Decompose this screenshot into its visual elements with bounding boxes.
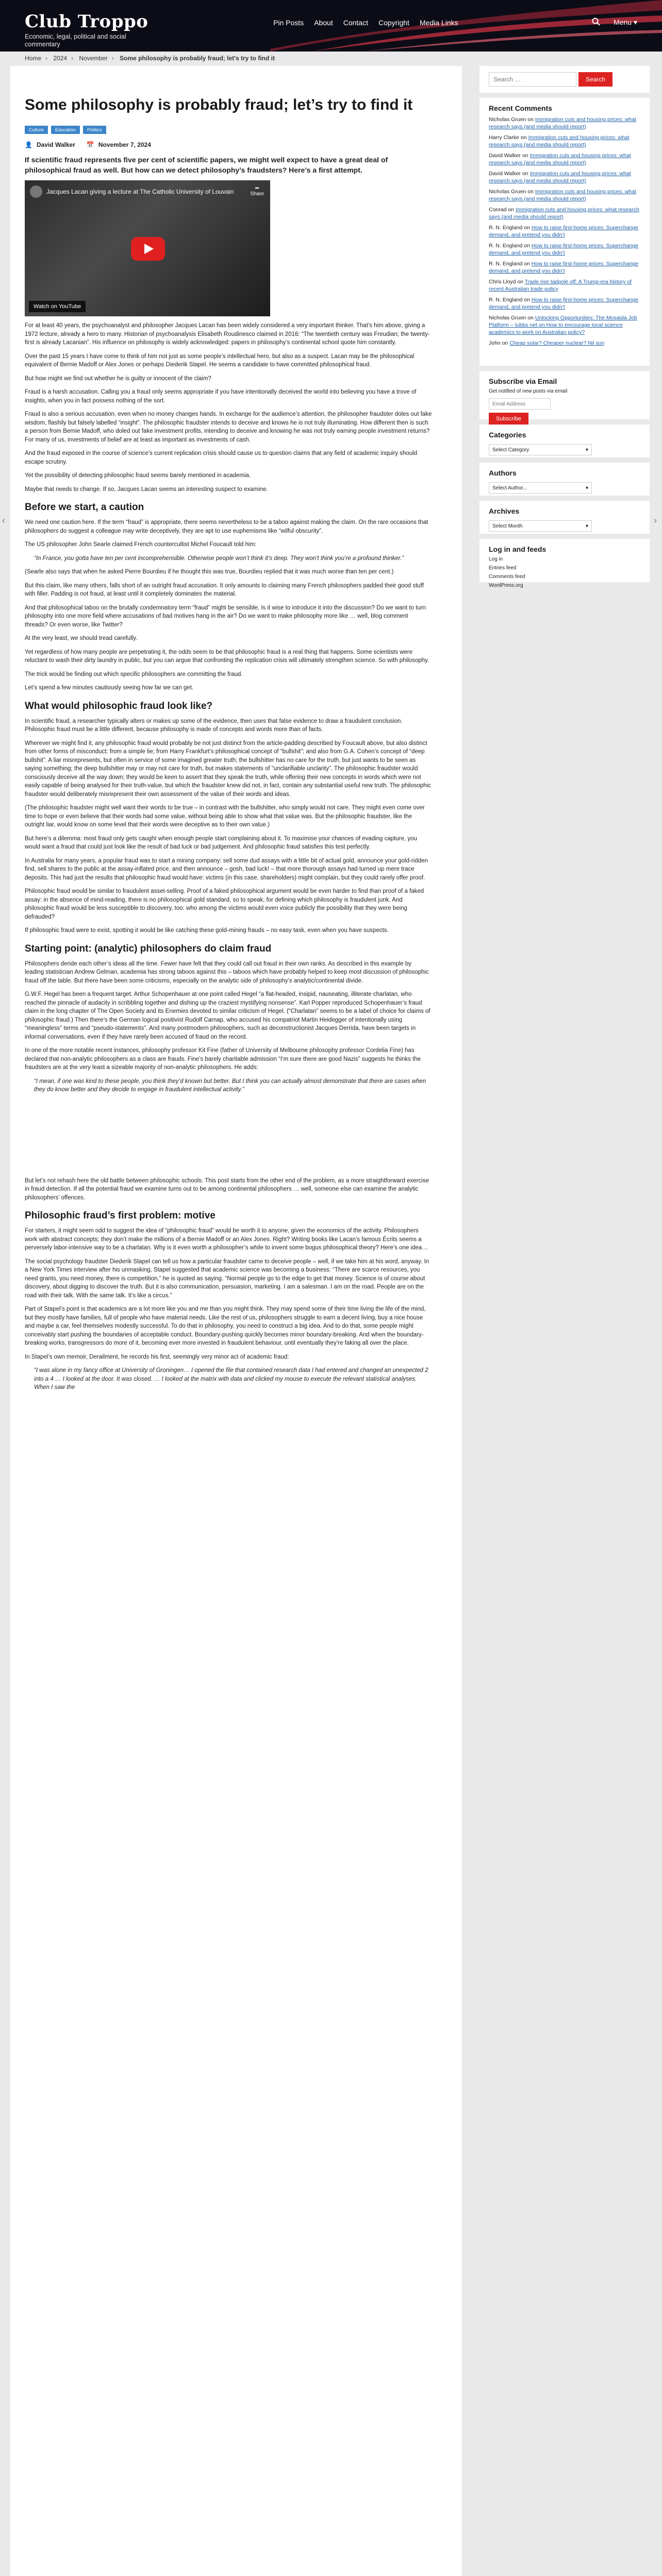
paragraph: Fraud is also a serious accusation, even when no money changes hands. In exchange for the audience’s attention, the philosopher fraudster doles out fake wisdom, flashily but falsely labelled “insight”. The philosophic fraudster intends to deceive and knows he is not truly illuminating. How different then is such a person from Bernie Madoff, who doled out fake investment profits, intending to deceive and knowing he was not truly earning people investment returns? For many of us, investments of belief are at least as important as investments of cash.	[25, 411, 432, 443]
comment-author[interactable]: Chris Lloyd	[489, 279, 516, 285]
calendar-icon: 📅	[86, 141, 94, 148]
recent-comment-item	[489, 206, 640, 221]
search-form	[489, 72, 613, 87]
search-icon[interactable]	[592, 18, 600, 27]
nav-item-about[interactable]: About	[314, 19, 333, 27]
share-label: Share	[250, 191, 264, 197]
paragraph: But let’s not rehash here the old battle between philosophic schools. This post starts from the other end of the problem, as a more straightforward exercise in fraud detection. If all the potential fraud we examine turns out to be among continental philosophers … well, someone else can examine the analytic philosophers’ offences.	[25, 1177, 429, 1201]
section-heading: Starting point: (analytic) philosophers do claim fraud	[25, 943, 272, 954]
blockquote: “In France, you gotta have ten per cent incomprehensible. Otherwise people won’t think it’s deep. They won’t think you’re a profound thinker.”	[34, 555, 404, 562]
paragraph: Let’s spend a few minutes cautiously seeing how far we can get.	[25, 685, 194, 691]
comment-post-link[interactable]: How to raise first-home prices: Superchange demand, and pretend you didn’t	[489, 225, 639, 238]
paragraph: The social psychology fraudster Diederik Stapel can tell us how a particular fraudster came to deceive people – well, if we take him at his word, anyway. In a New York Times interview after his unmasking, Stapel suggested that academic science was becoming a business: “There are scarce resources, you need grants, you need money, there is competition,” he is quoted as saying. “Normal people go to the edge to get that money. Science is of course about discovery, about digging to discover the truth. But it is also communication, persuasion, marketing. I am a salesman. I am on the road. People are on the road with their talk. With the same talk. It’s like a circus.”	[25, 1258, 429, 1299]
comment-on-label: on	[502, 340, 508, 346]
paragraph: The trick would be finding out which specific philosophers are committing the fraud.	[25, 671, 243, 677]
author-select[interactable]	[489, 482, 592, 494]
comment-author[interactable]: Nicholas Gruen	[489, 315, 526, 321]
comment-author[interactable]: R. N. England	[489, 261, 523, 267]
comment-on-label: on	[520, 134, 527, 141]
comment-post-link[interactable]: Immigration cuts and housing prices: what research says (and media should report)	[489, 116, 637, 130]
recent-comment-item	[489, 260, 640, 275]
paragraph: And that philosophical taboo on the brutally condemnatory term “fraud” might be sensible. Is it wise to introduce it into the discussion? Do we want to turn philosophy into one more field where accusations of bad motives hang in the air? Do we want to make philosophy more like … well, blog comment threads? Or even worse, like Twitter?	[25, 604, 426, 628]
comment-author[interactable]: Harry Clarke	[489, 134, 519, 141]
paragraph: In Australia for many years, a popular fraud was to start a mining company: sell some dud assays with a little bit of actual gold, announce your gold-ridden find, sell shares to the public at the assay-inflated price, and then announce – gosh, bad luck! – that more thorough assays had turned up mere trace deposits. This had just the results that philosophic fraud would have: victims (in this case, shareholders) might complain, but they could rarely offer proof.	[25, 857, 428, 881]
comment-post-link[interactable]: How to raise first-home prices: Superchange demand, and pretend you didn’t	[489, 297, 639, 310]
paragraph: At the very least, we should tread carefully.	[25, 635, 138, 641]
author-select-value: Select Author...	[492, 485, 527, 491]
comment-on-label: on	[524, 243, 530, 249]
sidebar	[479, 66, 650, 588]
post-date: November 7, 2024	[98, 141, 151, 148]
paragraph: But here’s a dilemma: most fraud only gets caught when enough people start complaining about it. To maximise your chances of evading capture, you would want a fraud that could just look like the result of bad luck or bad judgement. And philosophic fraud satisfies this test perfectly.	[25, 835, 417, 850]
article-body	[25, 321, 432, 1392]
login-link[interactable]: Log in	[489, 556, 503, 562]
comment-post-link[interactable]: Immigration cuts and housing prices: what research says (and media should report)	[489, 171, 631, 184]
watch-on-youtube-button[interactable]	[29, 301, 86, 312]
chevron-down-icon: ▾	[585, 485, 588, 491]
comment-on-label: on	[522, 171, 528, 177]
paragraph: If philosophic fraud were to exist, spotting it would be like catching these gold-mining frauds – no easy task, even when you have suspects.	[25, 927, 389, 934]
comment-post-link[interactable]: Immigration cuts and housing prices: what research says (and media should report)	[489, 152, 631, 166]
paragraph: For starters, it might seem odd to suggest the idea of “philosophic fraud” would be worth it to anyone, given the economics of the activity. Philosophers work with abstract concepts; they don’t make the millions of a Bernie Madoff or an Alex Jones. Right? Writing books like Lacan’s famous Écrits seems a perversely labor-intensive way to be a charlatan. Why is it even worth a philosopher’s while to invent some bogus philosophical theory? Here’s one idea…	[25, 1228, 428, 1251]
recent-comment-item	[489, 278, 640, 293]
tag-education[interactable]: Education	[51, 126, 80, 134]
paragraph: Philosophers deride each other’s ideas all the time. Fewer have felt that they could call out fraud in their own ranks. As described in this example by leading statistician Andrew Gelman, academia has strong taboos against this – taboos which have probably helped to keep most discussion of philosophic fraud off the table. But there have been some criticisms, especially on the analytic side of philosophy’s analytic/continental divide.	[25, 960, 429, 984]
menu-label: Menu	[614, 18, 632, 26]
breadcrumb-separator-icon: ›	[71, 55, 74, 62]
comment-on-label: on	[522, 152, 528, 159]
paragraph: (Searle also says that when he asked Pierre Bourdieu if he thought this was true, Bourdieu replied that it was much worse than ten per cent.)	[25, 569, 394, 575]
recent-comments-widget	[479, 98, 650, 366]
comment-on-label: on	[508, 207, 515, 213]
archive-select-value: Select Month	[492, 523, 523, 529]
header-actions	[592, 18, 637, 27]
site-title[interactable]: Club Troppo	[25, 11, 148, 32]
paragraph: For at least 40 years, the psychoanalyst and philosopher Jacques Lacan has been widely considered a very important thinker. That’s him above, giving a 1972 lecture, already a hero to many. Historian of psychoanalysis Elisabeth Roudinesco claimed in 2016: “The twentieth century was Freudian; the twenty-first is already Lacanian”. His influence on philosophy is widely acknowledged: papers in philosophy’s continental school quote him constantly.	[25, 323, 430, 346]
comment-post-link[interactable]: Immigration cuts and housing prices: what research says (and media should report)	[489, 134, 630, 148]
category-select-value: Select Category	[492, 447, 529, 453]
category-select[interactable]	[489, 444, 592, 455]
recent-comment-item	[489, 134, 640, 148]
recent-comment-item	[489, 224, 640, 239]
comment-post-link[interactable]: How to raise first-home prices: Superchange demand, and pretend you didn’t	[489, 261, 639, 274]
widget-title: Subscribe via Email	[489, 377, 557, 385]
search-widget	[479, 66, 650, 93]
nav-item-media-links[interactable]: Media Links	[419, 19, 458, 27]
archives-widget	[479, 501, 650, 534]
byline	[25, 141, 432, 148]
share-icon: ➦	[255, 185, 259, 191]
main-nav	[273, 19, 458, 27]
recent-comment-item	[489, 340, 640, 347]
channel-avatar	[30, 185, 42, 198]
widget-title: Archives	[489, 507, 520, 515]
comment-author[interactable]: David Walker	[489, 171, 521, 177]
next-post-arrow-icon[interactable]: ›	[654, 515, 657, 526]
video-header	[30, 185, 234, 198]
paragraph: The US philosopher John Searle claimed French countercultist Michel Foucault told him:	[25, 541, 257, 548]
chevron-down-icon: ▾	[585, 447, 588, 453]
paragraph: Over the past 15 years I have come to think of him not just as some people’s intellectual hero, but also as a suspect. Lacan may be the philosophical equivalent of Bernie Madoff or Alex Jones or perhaps Diederik Stapel. He seems a candidate to have committed philosophical fraud.	[25, 353, 415, 368]
comment-on-label: on	[517, 279, 524, 285]
comments-feed-link[interactable]: Comments feed	[489, 574, 525, 580]
nav-item-copyright[interactable]: Copyright	[378, 19, 409, 27]
nav-item-contact[interactable]: Contact	[343, 19, 368, 27]
subscribe-button[interactable]: Subscribe	[489, 413, 528, 425]
section-heading: Before we start, a caution	[25, 502, 144, 513]
recent-comments-list	[489, 116, 640, 347]
comment-on-label: on	[524, 225, 530, 231]
paragraph: Yet regardless of how many people are perpetrating it, the odds seem to be that philosophic fraud is a real thing that happens. Some scientists were reluctant to wash their dirty laundry in public, but you can argue that confronting the replication crisis will ultimately strengthen science. So with philosophy.	[25, 649, 429, 664]
user-icon: 👤	[25, 141, 32, 148]
comment-on-label: on	[527, 189, 534, 195]
tag-culture[interactable]: Culture	[25, 126, 48, 134]
email-field[interactable]	[489, 398, 551, 410]
comment-author[interactable]: David Walker	[489, 152, 521, 159]
comment-author[interactable]: R. N. England	[489, 297, 523, 303]
chevron-down-icon: ▾	[585, 523, 588, 529]
previous-post-arrow-icon[interactable]: ‹	[2, 515, 5, 526]
comment-post-link[interactable]: Cheap solar? Cheaper nuclear? Nil sun	[509, 340, 605, 346]
recent-comment-item	[489, 152, 640, 166]
blockquote: “I mean, if one was kind to these people, you think they’d known but better. But I think you can actually almost demonstrate that there are cases when they do know better and they decide to engage in fraudulent intellectual activity.”	[34, 1078, 426, 1093]
archive-select[interactable]	[489, 520, 592, 532]
tag-politics[interactable]: Politics	[83, 126, 106, 134]
breadcrumb-separator-icon: ›	[111, 55, 114, 62]
comment-author[interactable]: R. N. England	[489, 243, 523, 249]
paragraph: G.W.F. Hegel has been a frequent target. Arthur Schopenhauer at one point called Hegel “a flat-headed, insipid, nauseating, illiterate charlatan, who reached the pinnacle of audacity in scribbling together and dishing up the craziest mystifying nonsense”. Karl Popper reproduced Schopenhauer’s fraud claim in the long chapter of The Open Society and its Enemies devoted to similar criticism of Hegel. (“Charlatan” seems to be a label of choice for claims of philosophic fraud.) Then there’s the German logical positivist Rudolf Carnap, who accused his compatriot Martin Heidegger of intentionally using “meaningless” terms and “pseudo-statements”. And many postmodern philosophers, such as deconstructionist Jacques Derrida, have been targets in informal conversations, even if they have rarely been accused of fraud on the record.	[25, 991, 431, 1040]
comment-on-label: on	[527, 315, 534, 321]
comment-post-link[interactable]: Trade rise tadpole off: A Trump-era history of recent Australian trade policy	[489, 279, 632, 292]
paragraph: (The philosophic fraudster might well want their words to be true – in contrast with the bullshitter, who simply would not care. They might even come over time to hope or even believe that their words had some value, without being able to show what that value was. But the philosophic fraudster, like the outright liar, would know on some level that their words were deceptive as to their own value.)	[25, 805, 425, 828]
video-title[interactable]: Jacques Lacan giving a lecture at The Catholic University of Louvain	[46, 188, 234, 195]
section-heading: Philosophic fraud’s first problem: motive	[25, 1210, 216, 1221]
login-widget	[479, 539, 650, 588]
paragraph: Yet the possibility of detecting philosophic fraud seems barely mentioned in academia.	[25, 472, 251, 479]
recent-comment-item	[489, 188, 640, 202]
paragraph: And the fraud exposed in the course of science’s current replication crisis should cause us to question claims that any field of academic inquiry should escape scrutiny.	[25, 450, 418, 465]
comment-on-label: on	[524, 261, 530, 267]
wordpress-link[interactable]: WordPress.org	[489, 583, 523, 588]
paragraph: In scientific fraud, a researcher typically alters or makes up some of the evidence, then uses that false evidence to draw a fraudulent conclusion. Philosophic fraud must be a little different, because philosophy is made of concepts and words more than of facts.	[25, 718, 403, 733]
comment-author[interactable]: R. N. England	[489, 225, 523, 231]
section-heading: What would philosophic fraud look like?	[25, 700, 213, 711]
paragraph: Part of Stapel’s point is that academics are a lot more like you and me than you might think. They may spend some of their time living the life of the mind, but they mostly have families, full of people who have material needs. Like the rest of us, philosophers struggle to earn a decent living, buy a nice house and maybe a car, feel themselves modestly successful. To do that in philosophy, you need to construct a big idea. And to do that, some people might conceivably start pushing the boundaries of acceptable conduct. Boundary-pushing quickly becomes minor boundary-breaking. And when the boundary-breaking works, transgressors do more of it, becoming ever more invested in fraudulent behaviour, until eventually they’re faking all over the place.	[25, 1306, 426, 1346]
blockquote: “I was alone in my fancy office at University of Groningen… I opened the file that contained research data I had entered and changed an unexpected 2 into a 4 … I looked at the door. It was closed. … I looked at the matrix with data and clicked my mouse to execute the relevant statistical analyses. When I saw the	[34, 1367, 428, 1391]
comment-on-label: on	[527, 116, 534, 123]
comment-author[interactable]: Nicholas Gruen	[489, 116, 526, 123]
widget-title: Log in and feeds	[489, 545, 547, 553]
comment-post-link[interactable]: Immigration cuts and housing prices: what research says (and media should report)	[489, 189, 637, 202]
paragraph: Fraud is a harsh accusation. Calling you a fraud only seems appropriate if you have intentionally deceived the world into believing you have a trove of insights, when you in fact possess nothing of the sort.	[25, 389, 417, 404]
breadcrumb-month[interactable]: November	[79, 55, 108, 62]
paragraph: Philosophic fraud would be similar to fraudulent asset-selling. Proof of a faked philosophical argument would be even harder to find than proof of a faked assay: in the absence of mind-reading, there is no philosophical gold standard, so to speak, for defining which philosophy is fraudulent junk. And philosophic fraud would be less susceptible to discovery, too: who among the victims would even voice publicly the possibility that they were being defrauded?	[25, 888, 424, 920]
nav-item-pin-posts[interactable]: Pin Posts	[273, 19, 304, 27]
paragraph: We need one caution here. If the term “fraud” is appropriate, there seems nevertheless to be a taboo against making the claim. On the rare occasions that philosophers do suggest a colleague may write deceptively, they are apt to use euphemisms like “wilful obscurity”.	[25, 519, 428, 534]
article-card	[10, 66, 462, 2576]
widget-title: Categories	[489, 431, 526, 439]
video-embed[interactable]	[25, 180, 270, 316]
search-button[interactable]: Search	[578, 72, 613, 87]
authors-widget	[479, 463, 650, 496]
play-button[interactable]	[131, 237, 165, 261]
paragraph: But this claim, like many others, falls short of an outright fraud accusation. It only amounts to claiming many French philosophers padded their good stuff with filler. Padding is not fraud, at least until it completely dominates the material.	[25, 582, 424, 597]
article-title: Some philosophy is probably fraud; let’s try to find it	[25, 96, 413, 113]
subscribe-widget	[479, 371, 650, 422]
comment-post-link[interactable]: How to raise first-home prices: Superchange demand, and pretend you didn’t	[489, 243, 639, 256]
paragraph: Wherever we might find it, any philosophic fraud would probably be not just distinct from the article-padding described by Foucault above, but also distinct from other forms of misconduct: from a simple lie; from Harry Frankfurt’s philosophical concept of “bullshit”; and also from G.A. Cohen’s concept of “deep bullshit”. A liar misrepresents, but often in service of some imagined greater truth; the bullshitter has no care for the truth, but just wants to be seen as saying something; the deep bullshitter may or may not care for truth, but makes statements of “unclarifiable unclarity”. The philosophic fraudster would consciously deceive all the way down; they would be keen to assert that they speak the truth, while offering their new concepts in words which were not easily capable of being analysed for their truth-value, but which the fraudster knew did not, in fact, contain any substantial useful new truth. The philosophic fraudster would deliberately misrepresent their own assessment of the value of their words and ideas.	[25, 740, 432, 798]
article-lead: If scientific fraud represents five per cent of scientific papers, we might well expect to have a great deal of philosophical fraud as well. But how can we detect philosophy’s fraudsters? Here’s a first attempt.	[25, 156, 388, 174]
comment-on-label: on	[524, 297, 530, 303]
comment-post-link[interactable]: Unlocking Opportunities: The Mosaida Job Platform – tubbs net on How to encourage local science academics to work on Australian policy?	[489, 315, 637, 335]
subscribe-description: Get notified of new posts via email	[489, 388, 568, 394]
comment-author[interactable]: Conrad	[489, 207, 507, 213]
menu-button[interactable]	[614, 18, 637, 27]
entries-feed-link[interactable]: Entries feed	[489, 565, 517, 571]
article	[25, 96, 432, 1392]
paragraph: In one of the more notable recent instances, philosophy professor Kit Fine (father of University of Melbourne philosophy professor Cordelia Fine) has declared that non-analytic philosophers as a class are frauds. Fine’s barely charitable admission “I’m sure there are good Nazis” suggests he thinks the fraudsters are at the very least a sizeable majority of non-analytic philosophers. He adds:	[25, 1047, 421, 1071]
comment-author[interactable]: Nicholas Gruen	[489, 189, 526, 195]
recent-comment-item	[489, 242, 640, 257]
recent-comment-item	[489, 296, 640, 311]
site-tagline: Economic, legal, political and social commentary	[25, 33, 126, 48]
breadcrumb-current: Some philosophy is probably fraud; let's try to find it	[120, 55, 275, 62]
recent-comment-item	[489, 314, 640, 336]
paragraph: In Stapel’s own memoir, Derailment, he records his first, seemingly very minor act of academic fraud:	[25, 1353, 289, 1360]
paragraph: But how might we find out whether he is guilty or innocent of the claim?	[25, 375, 211, 382]
comment-author[interactable]: John	[489, 340, 501, 346]
chevron-down-icon: ▾	[633, 18, 637, 26]
breadcrumb-separator-icon: ›	[45, 55, 48, 62]
search-input[interactable]	[489, 72, 576, 87]
widget-title: Authors	[489, 469, 517, 477]
brand[interactable]	[25, 11, 148, 48]
comment-post-link[interactable]: Immigration cuts and housing prices: what research says (and media should report)	[489, 207, 639, 220]
site-header	[0, 0, 662, 52]
youtube-watch-label: Watch on YouTube	[34, 303, 81, 310]
share-button[interactable]	[250, 185, 264, 197]
widget-title: Recent Comments	[489, 104, 552, 112]
breadcrumb-year[interactable]: 2024	[53, 55, 68, 62]
paragraph: Maybe that needs to change. If so, Jacques Lacan seems an interesting suspect to examine.	[25, 486, 268, 493]
categories-widget	[479, 425, 650, 457]
recent-comment-item	[489, 170, 640, 184]
blank-embed-area	[25, 1094, 432, 1172]
recent-comment-item	[489, 116, 640, 130]
breadcrumb-home[interactable]: Home	[25, 55, 42, 62]
tag-list	[25, 126, 432, 134]
author-name[interactable]: David Walker	[36, 141, 75, 148]
breadcrumb	[25, 55, 275, 62]
